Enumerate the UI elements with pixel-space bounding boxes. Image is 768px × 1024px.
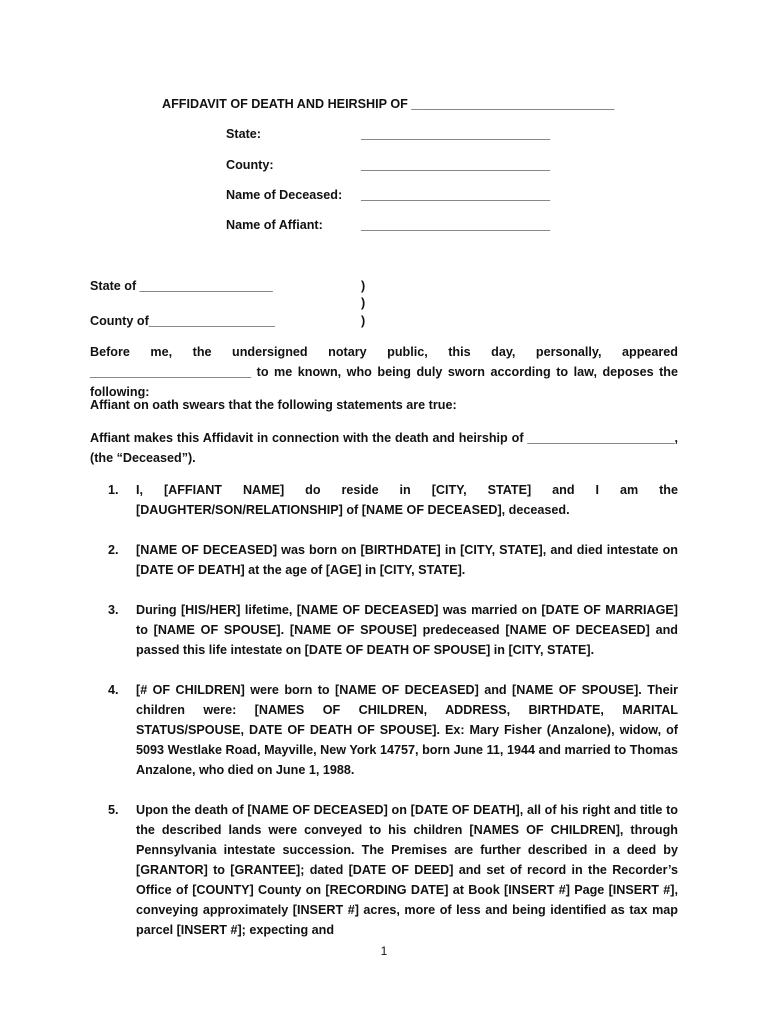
list-item-number: 1. — [108, 483, 119, 497]
affiant-field-blank: ___________________________ — [361, 218, 551, 232]
deceased-field-blank: ___________________________ — [361, 188, 551, 202]
document-title: AFFIDAVIT OF DEATH AND HEIRSHIP OF _____________________________ — [162, 97, 615, 111]
list-item — [108, 600, 678, 660]
list-item — [108, 480, 678, 520]
county-field-blank: ___________________________ — [361, 158, 551, 172]
affiant-field-label: Name of Affiant: — [226, 218, 323, 232]
state-field-blank: ___________________________ — [361, 127, 551, 141]
venue-paren-2: ) — [361, 296, 366, 310]
venue-paren-1: ) — [361, 279, 366, 293]
page-number: 1 — [380, 944, 388, 958]
venue-county: County of__________________ — [90, 314, 275, 328]
oath-paragraph: Affiant on oath swears that the following statements are true: — [90, 398, 457, 412]
connection-paragraph: Affiant makes this Affidavit in connection with the death and heirship of _____________________, (the “Deceased”). — [90, 431, 678, 465]
list-item — [108, 540, 678, 580]
list-item — [108, 800, 678, 940]
list-item-text: Upon the death of [NAME OF DECEASED] on [DATE OF DEATH], all of his right and title to the described lands were conveyed to his children [NAMES OF CHILDREN], through Pennsylvania intestate succession. The Premises are further described in a deed by [GRANTOR] to [GRANTEE]; dated [DATE OF DEED] and set of record in the Recorder’s Office of [COUNTY] County on [RECORDING DATE] at Book [INSERT #] Page [INSERT #], conveying approximately [INSERT #] acres, more of less and being identified as tax map parcel [INSERT #]; expecting and — [136, 803, 678, 937]
state-field-label: State: — [226, 127, 261, 141]
list-item-text: [# OF CHILDREN] were born to [NAME OF DECEASED] and [NAME OF SPOUSE]. Their children were: [NAMES OF CHILDREN, ADDRESS, BIRTHDATE, MARITAL STATUS/SPOUSE, DATE OF DEATH OF SPOUSE]. Ex: Mary Fisher (Anzalone), widow, of 5093 Westlake Road, Mayville, New York 14757, born June 11, 1944 and married to Thomas Anzalone, who died on June 1, 1988. — [136, 683, 678, 777]
list-item — [108, 680, 678, 780]
intro-paragraph: Before me, the undersigned notary public, this day, personally, appeared _______________________ to me known, who being duly sworn according to law, deposes the following: — [90, 345, 678, 399]
venue-state: State of ___________________ — [90, 279, 273, 293]
list-item-text: I, [AFFIANT NAME] do reside in [CITY, STATE] and I am the [DAUGHTER/SON/RELATIONSHIP] of [NAME OF DECEASED], deceased. — [136, 483, 678, 517]
list-item-number: 5. — [108, 803, 119, 817]
county-field-label: County: — [226, 158, 274, 172]
venue-paren-3: ) — [361, 314, 366, 328]
deceased-field-label: Name of Deceased: — [226, 188, 343, 202]
list-item-number: 2. — [108, 543, 119, 557]
list-item-number: 4. — [108, 683, 119, 697]
list-item-text: During [HIS/HER] lifetime, [NAME OF DECEASED] was married on [DATE OF MARRIAGE] to [NAME OF SPOUSE]. [NAME OF SPOUSE] predeceased [NAME OF DECEASED] and passed this life intestate on [DATE OF DEATH OF SPOUSE] in [CITY, STATE]. — [136, 603, 678, 657]
list-item-number: 3. — [108, 603, 119, 617]
list-item-text: [NAME OF DECEASED] was born on [BIRTHDATE] in [CITY, STATE], and died intestate on [DATE OF DEATH] at the age of [AGE] in [CITY, STATE]. — [136, 543, 678, 577]
